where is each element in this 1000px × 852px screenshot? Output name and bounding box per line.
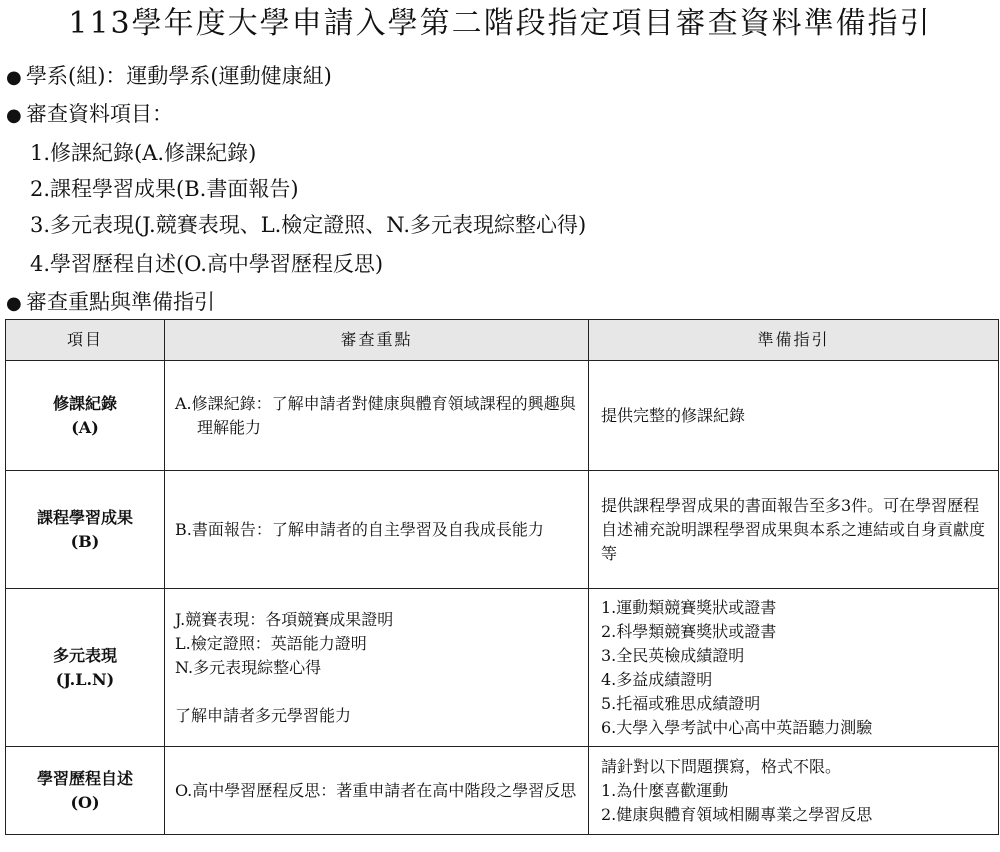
focus-text: B.書面報告：了解申請者的自主學習及自我成長能力 [175,519,544,539]
guide-text: 3.全民英檢成績證明 [601,645,745,665]
bullet-icon: ● [6,293,22,314]
focus-text: L.檢定證照：英語能力證明 [175,633,367,653]
guide-text: 1.為什麼喜歡運動 [601,780,729,800]
item-cell [6,747,165,835]
item-code: (B) [70,531,100,551]
table-row [6,471,999,589]
focus-cell [165,589,589,747]
document-title: 113學年度大學申請入學第二階段指定項目審查資料準備指引 [68,6,932,41]
table-header-row [6,320,999,361]
bullet-icon: ● [6,105,22,126]
guide-text: 請針對以下問題撰寫，格式不限。 [601,756,842,776]
review-items-heading-text: 審查資料項目： [26,102,173,126]
guide-text: 6.大學入學考試中心高中英語聽力測驗 [601,717,873,737]
header-guide: 準備指引 [589,320,999,361]
focus-cell [165,471,589,589]
item-code: (A) [71,417,99,437]
table-row [6,589,999,747]
header-focus: 審查重點 [165,320,589,361]
guide-cell [589,471,999,589]
table-row [6,747,999,835]
item-name: 多元表現 [52,645,117,665]
guide-text: 提供完整的修課紀錄 [601,405,746,425]
focus-text: N.多元表現綜整心得 [175,657,322,677]
review-guide-table [5,319,999,835]
item-cell [6,361,165,471]
guide-heading-text: 審查重點與準備指引 [26,290,215,314]
guide-cell [589,747,999,835]
department-text: 學系(組)：運動學系(運動健康組) [26,64,332,88]
focus-cell [165,747,589,835]
department-line [6,62,332,92]
review-item: 1.修課紀錄(A.修課紀錄) [30,141,257,165]
focus-text: A.修課紀錄：了解申請者對健康與體育領域課程的興趣與理解能力 [175,393,576,437]
focus-cell [165,361,589,471]
guide-text: 2.健康與體育領域相關專業之學習反思 [601,804,873,824]
guide-cell [589,589,999,747]
item-cell [6,589,165,747]
guide-text: 5.托福或雅思成績證明 [601,693,761,713]
table-row [6,361,999,471]
bullet-icon: ● [6,67,22,88]
item-code: (J.L.N) [55,669,115,689]
guide-text: 2.科學類競賽獎狀或證書 [601,621,777,641]
focus-text: 了解申請者多元學習能力 [175,705,352,725]
guide-cell [589,361,999,471]
guide-text: 4.多益成績證明 [601,669,713,689]
review-item: 3.多元表現(J.競賽表現、L.檢定證照、N.多元表現綜整心得) [30,213,587,237]
header-item: 項目 [6,320,165,361]
review-items-heading [6,100,173,130]
guide-heading [6,288,215,318]
item-code: (O) [70,792,100,812]
guide-text: 提供課程學習成果的書面報告至多3件。可在學習歷程自述補充說明課程學習成果與本系之連結或自身貢獻度等 [601,495,986,563]
item-name: 學習歷程自述 [36,768,133,788]
item-name: 課程學習成果 [36,507,133,527]
focus-text: J.競賽表現：各項競賽成果證明 [175,609,394,629]
item-name: 修課紀錄 [52,393,117,413]
focus-text: O.高中學習歷程反思：著重申請者在高中階段之學習反思 [175,780,577,800]
item-cell [6,471,165,589]
guide-text: 1.運動類競賽獎狀或證書 [601,597,777,617]
review-item: 4.學習歷程自述(O.高中學習歷程反思) [30,252,384,276]
review-item: 2.課程學習成果(B.書面報告) [30,177,299,201]
focus-spacer [175,680,578,704]
